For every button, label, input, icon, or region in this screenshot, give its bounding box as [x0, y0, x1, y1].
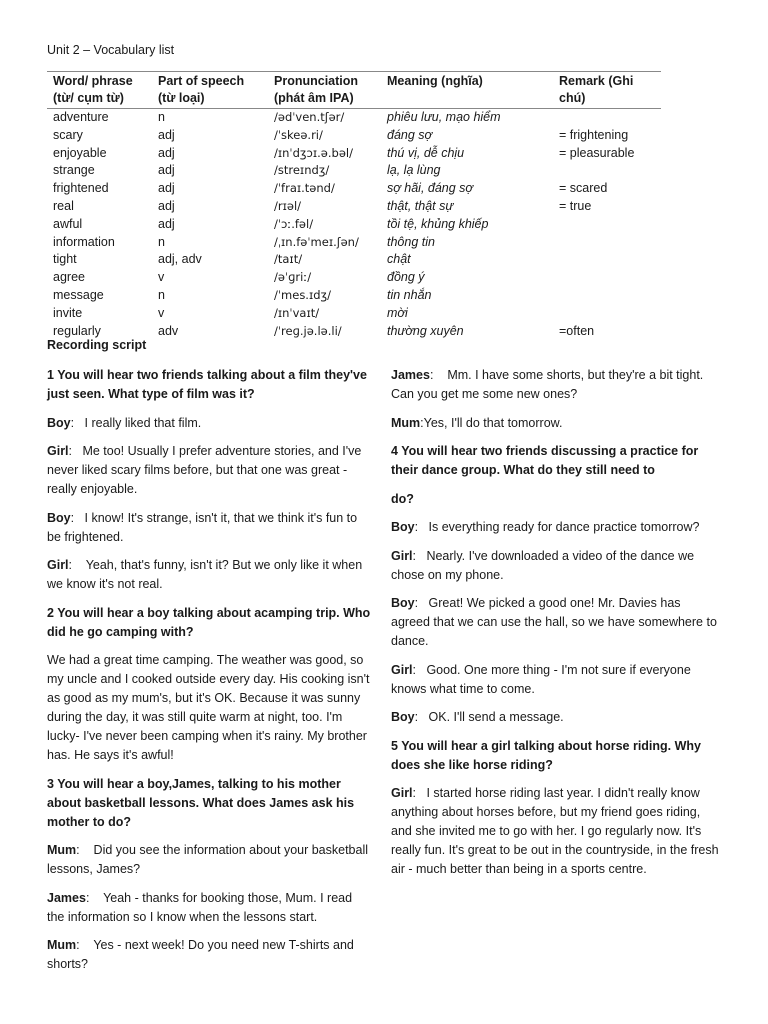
speaker-name: Boy	[47, 510, 71, 525]
cell-part-of-speech: n	[158, 287, 165, 302]
question-heading: 3 You will hear a boy,James, talking to his mother about basketball lessons. What does James ask his mother to do?	[47, 776, 355, 829]
cell-meaning: phiêu lưu, mạo hiểm	[387, 110, 501, 124]
question-heading: 5 You will hear a girl talking about horse riding. Why does she like horse riding?	[391, 738, 701, 772]
cell-word: real	[53, 198, 74, 213]
header-pronunciation: Pronunciation (phát âm IPA)	[268, 72, 381, 109]
cell-pronunciation: /ədˈven.tʃər/	[274, 110, 345, 124]
question-heading: 1 You will hear two friends talking about a film they've just seen. What type of film was it?	[47, 368, 367, 401]
speaker-separator: :	[412, 786, 427, 800]
speaker-separator: :	[414, 710, 429, 724]
dialogue-text: Is everything ready for dance practice tomorrow?	[428, 520, 700, 534]
cell-remark: =often	[559, 323, 595, 338]
cell-pronunciation: /ˈskeə.ri/	[274, 127, 323, 142]
header-word: Word/ phrase (từ/ cụm từ)	[47, 72, 152, 109]
speaker-separator: :	[70, 510, 85, 525]
dialogue-line	[47, 414, 372, 433]
cell-meaning: sợ hãi, đáng sợ	[387, 181, 473, 196]
dialogue-text: I started horse riding last year. I didn't really know anything about horses before, but my friend goes riding, and she invited me to go with her. I go regularly now. It's really fun. It's great to be out in the countryside, in the fresh air - much better than being in a sports centre.	[391, 786, 719, 876]
speaker-name: Mum	[391, 415, 421, 430]
dialogue-text: Mm. I have some shorts, but they're a bit tight. Can you get me some new ones?	[391, 368, 704, 401]
cell-word: information	[53, 234, 115, 249]
cell-remark	[553, 287, 661, 305]
cell-remark	[553, 269, 661, 287]
header-meaning: Meaning (nghĩa)	[381, 72, 553, 109]
speaker-name: Mum	[47, 938, 77, 952]
cell-word: scary	[53, 127, 83, 142]
speaker-name: Boy	[391, 596, 415, 610]
cell-remark	[553, 109, 661, 127]
cell-remark	[553, 216, 661, 234]
dialogue-line	[391, 518, 721, 537]
dialogue-line	[391, 594, 721, 651]
speaker-name: Boy	[391, 520, 415, 534]
cell-remark: = pleasurable	[559, 145, 635, 160]
cell-remark	[553, 251, 661, 269]
table-row	[47, 162, 661, 180]
speaker-name: Mum	[47, 843, 77, 857]
dialogue-text: Nearly. I've downloaded a video of the dance we chose on my phone.	[391, 548, 695, 582]
dialogue-text: I know! It's strange, isn't it, that we think it's fun to be frightened.	[47, 510, 358, 544]
cell-pronunciation: /ɪnˈdʒɔɪ.ə.bəl/	[274, 145, 353, 160]
speaker-separator: :	[429, 368, 448, 382]
speaker-separator: :	[70, 415, 85, 430]
monologue-paragraph: We had a great time camping. The weather was good, so my uncle and I cooked outside every day. His cooking isn't as good as my mum's, but it's OK. Because it was sunny during the day, it was still quite warm at night, too. I'm lucky- I've never been camping when it's rainy. My brother has. He says it's awful!	[47, 653, 370, 762]
cell-meaning: đồng ý	[387, 270, 425, 285]
cell-word: adventure	[53, 110, 109, 124]
dialogue-line	[391, 547, 721, 585]
dialogue-line	[391, 414, 721, 433]
cell-word: tight	[53, 252, 77, 267]
dialogue-line	[47, 936, 372, 974]
speaker-separator: :	[76, 938, 94, 952]
cell-word: enjoyable	[53, 145, 107, 160]
cell-meaning: lạ, lạ lùng	[387, 163, 441, 178]
question-heading: 2 You will hear a boy talking about acamping trip. Who did he go camping with?	[47, 605, 371, 639]
speaker-name: Boy	[391, 710, 415, 724]
dialogue-text: Me too! Usually I prefer adventure stories, and I've never liked scary films before, but that one was great - really enjoyable.	[47, 444, 362, 496]
cell-part-of-speech: v	[158, 270, 165, 285]
cell-meaning: tồi tệ, khủng khiếp	[387, 216, 489, 231]
table-row	[47, 180, 661, 198]
table-row	[47, 251, 661, 269]
table-row	[47, 269, 661, 287]
dialogue-line	[47, 841, 372, 879]
dialogue-line	[47, 509, 372, 547]
cell-remark	[553, 234, 661, 252]
speaker-separator: :	[420, 415, 424, 430]
dialogue-line	[47, 442, 372, 499]
table-row	[47, 287, 661, 305]
cell-part-of-speech: adj	[158, 163, 175, 178]
cell-part-of-speech: adj	[158, 181, 175, 196]
dialogue-text: Yes, I'll do that tomorrow.	[423, 415, 563, 430]
dialogue-text: Yes - next week! Do you need new T-shirts and shorts?	[47, 938, 354, 971]
dialogue-text: Good. One more thing - I'm not sure if everyone knows what time to come.	[391, 662, 691, 696]
cell-meaning: đáng sợ	[387, 127, 433, 142]
table-row	[47, 305, 661, 323]
cell-pronunciation: /ˌɪn.fəˈmeɪ.ʃən/	[274, 234, 359, 249]
cell-word: strange	[53, 163, 95, 178]
dialogue-text: Yeah - thanks for booking those, Mum. I read the information so I know when the lessons start.	[47, 890, 353, 924]
table-row	[47, 127, 661, 145]
script-right-column	[391, 366, 721, 889]
cell-word: invite	[53, 305, 83, 320]
cell-word: agree	[53, 270, 85, 285]
table-row	[47, 216, 661, 234]
header-part-of-speech: Part of speech (từ loại)	[152, 72, 268, 109]
page-title: Unit 2 – Vocabulary list	[47, 43, 175, 57]
cell-meaning: thật, thật sự	[387, 198, 454, 213]
recording-script-title: Recording script	[47, 338, 147, 352]
dialogue-text: OK. I'll send a message.	[428, 710, 564, 724]
cell-remark: = scared	[559, 181, 608, 196]
cell-pronunciation: /ˈreɡ.jə.lə.li/	[274, 323, 342, 338]
cell-part-of-speech: adj	[158, 216, 175, 231]
dialogue-text: Great! We picked a good one! Mr. Davies has agreed that we can use the hall, so we have somewhere to dance.	[391, 596, 717, 648]
table-row	[47, 109, 661, 127]
cell-meaning: thú vị, dễ chịu	[387, 145, 465, 160]
cell-part-of-speech: n	[158, 110, 165, 124]
dialogue-line	[391, 708, 721, 727]
cell-pronunciation: /rɪəl/	[274, 198, 302, 213]
cell-part-of-speech: n	[158, 234, 165, 249]
cell-remark: = true	[559, 198, 592, 213]
script-left-column	[47, 366, 372, 984]
cell-remark	[553, 162, 661, 180]
speaker-separator: :	[414, 520, 429, 534]
table-row	[47, 234, 661, 252]
cell-part-of-speech: adj	[158, 198, 175, 213]
dialogue-text: I really liked that film.	[84, 415, 202, 430]
cell-meaning: thông tin	[387, 234, 435, 249]
dialogue-line	[391, 661, 721, 699]
cell-part-of-speech: adj	[158, 145, 175, 160]
speaker-name: Girl	[391, 786, 413, 800]
cell-remark	[553, 305, 661, 323]
cell-word: message	[53, 287, 104, 302]
cell-pronunciation: /ˈfraɪ.tənd/	[274, 181, 335, 196]
cell-pronunciation: /ɪnˈvaɪt/	[274, 305, 320, 320]
cell-pronunciation: /ˈɔː.fəl/	[274, 216, 314, 231]
cell-pronunciation: /streɪndʒ/	[274, 163, 330, 178]
cell-meaning: chật	[387, 252, 411, 267]
table-header-row	[47, 72, 661, 109]
cell-pronunciation: /əˈɡriː/	[274, 270, 312, 285]
speaker-separator: :	[85, 890, 104, 905]
dialogue-line	[47, 556, 372, 594]
dialogue-text: Did you see the information about your basketball lessons, James?	[47, 843, 369, 876]
table-row	[47, 145, 661, 163]
speaker-separator: :	[412, 548, 427, 563]
speaker-name: Boy	[47, 415, 71, 430]
cell-meaning: thường xuyên	[387, 323, 464, 338]
cell-word: awful	[53, 216, 83, 231]
cell-part-of-speech: adv	[158, 323, 179, 338]
speaker-separator: :	[412, 662, 427, 677]
speaker-name: Girl	[47, 558, 69, 572]
dialogue-text: Yeah, that's funny, isn't it? But we only like it when we know it's not real.	[47, 558, 363, 591]
cell-part-of-speech: adj, adv	[158, 252, 202, 267]
dialogue-line	[391, 784, 721, 879]
cell-meaning: mời	[387, 305, 408, 320]
question-heading: 4 You will hear two friends discussing a practice for their dance group. What do they still need to	[391, 444, 699, 477]
speaker-separator: :	[68, 558, 86, 572]
cell-word: regularly	[53, 323, 101, 338]
speaker-separator: :	[414, 596, 429, 610]
cell-pronunciation: /taɪt/	[274, 252, 303, 267]
header-remark: Remark (Ghi chú)	[553, 72, 661, 109]
vocabulary-table	[47, 71, 661, 340]
speaker-name: Girl	[47, 444, 69, 458]
speaker-name: Girl	[391, 548, 413, 563]
table-row	[47, 198, 661, 216]
cell-meaning: tin nhắn	[387, 287, 432, 302]
speaker-separator: :	[76, 843, 94, 857]
speaker-name: Girl	[391, 662, 413, 677]
speaker-name: James	[391, 368, 430, 382]
dialogue-line	[391, 366, 721, 404]
dialogue-line	[47, 889, 372, 927]
cell-word: frightened	[53, 181, 109, 196]
cell-part-of-speech: v	[158, 305, 165, 320]
speaker-name: James	[47, 890, 86, 905]
cell-part-of-speech: adj	[158, 127, 175, 142]
cell-pronunciation: /ˈmes.ɪdʒ/	[274, 287, 332, 302]
speaker-separator: :	[68, 444, 83, 458]
question-heading: do?	[391, 491, 414, 506]
cell-remark: = frightening	[559, 127, 629, 142]
